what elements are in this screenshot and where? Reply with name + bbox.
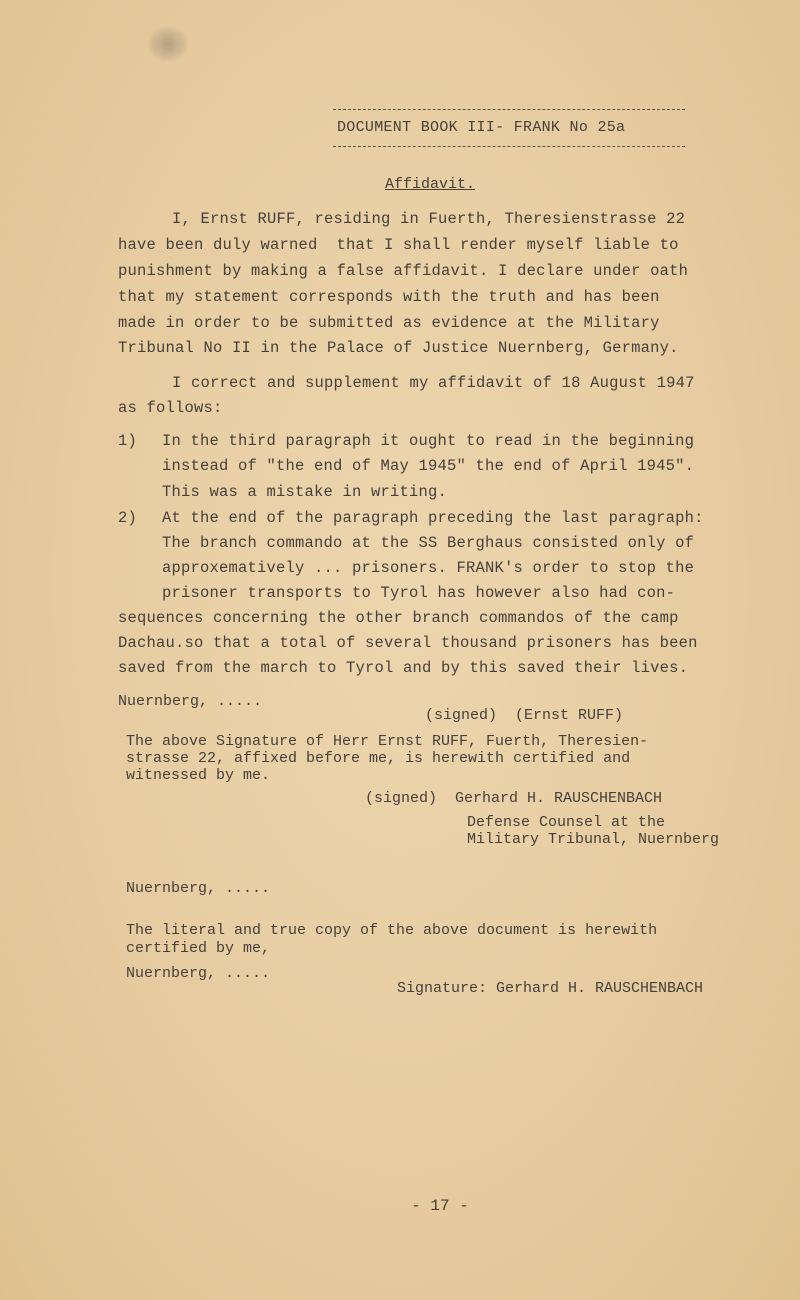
item-line: approxematively ... prisoners. FRANK's order to stop the bbox=[162, 559, 695, 577]
correction-line: I correct and supplement my affidavit of 18 August 1947 bbox=[172, 374, 695, 392]
certification-line: witnessed by me. bbox=[126, 767, 271, 784]
item-line: prisoner transports to Tyrol has however also had con- bbox=[162, 584, 676, 602]
ink-smudge bbox=[148, 26, 188, 62]
certification-line: strasse 22, affixed before me, is herewith certified and bbox=[126, 750, 631, 767]
intro-line: punishment by making a false affidavit. I declare under oath bbox=[118, 262, 689, 280]
copy-line: certified by me, bbox=[126, 940, 271, 957]
item-line: In the third paragraph it ought to read in the beginning bbox=[162, 432, 695, 450]
item-line: At the end of the paragraph preceding the last paragraph: bbox=[162, 509, 704, 527]
place-date: Nuernberg, ..... bbox=[126, 880, 271, 897]
header-rule-top bbox=[333, 109, 685, 110]
intro-line: made in order to be submitted as evidence at the Military bbox=[118, 314, 660, 332]
intro-line: I, Ernst RUFF, residing in Fuerth, Theresienstrasse 22 bbox=[172, 210, 686, 228]
item-line: The branch commando at the SS Berghaus consisted only of bbox=[162, 534, 695, 552]
item-number: 1) bbox=[118, 432, 138, 450]
item-continuation-line: Dachau.so that a total of several thousand prisoners has been bbox=[118, 634, 698, 652]
header-rule-bottom bbox=[333, 146, 685, 147]
counsel-line: Defense Counsel at the bbox=[467, 814, 666, 831]
signed-ruff: (signed) (Ernst RUFF) bbox=[425, 707, 624, 724]
page-number: - 17 - bbox=[411, 1197, 469, 1215]
document-header: DOCUMENT BOOK III- FRANK No 25a bbox=[337, 119, 626, 136]
counsel-line: Military Tribunal, Nuernberg bbox=[467, 831, 720, 848]
item-line: instead of "the end of May 1945" the end of April 1945". bbox=[162, 457, 695, 475]
intro-line: have been duly warned that I shall render myself liable to bbox=[118, 236, 679, 254]
intro-line: that my statement corresponds with the truth and has been bbox=[118, 288, 660, 306]
item-continuation-line: saved from the march to Tyrol and by this saved their lives. bbox=[118, 659, 689, 677]
copy-line: The literal and true copy of the above document is herewith bbox=[126, 922, 658, 939]
certification-line: The above Signature of Herr Ernst RUFF, Fuerth, Theresien- bbox=[126, 733, 649, 750]
final-signature: Signature: Gerhard H. RAUSCHENBACH bbox=[397, 980, 704, 997]
correction-line: as follows: bbox=[118, 399, 223, 417]
place-date: Nuernberg, ..... bbox=[118, 693, 263, 710]
item-number: 2) bbox=[118, 509, 138, 527]
item-line: This was a mistake in writing. bbox=[162, 483, 448, 501]
item-continuation-line: sequences concerning the other branch commandos of the camp bbox=[118, 609, 679, 627]
intro-line: Tribunal No II in the Palace of Justice Nuernberg, Germany. bbox=[118, 339, 679, 357]
signed-rauschenbach: (signed) Gerhard H. RAUSCHENBACH bbox=[365, 790, 663, 807]
place-date: Nuernberg, ..... bbox=[126, 965, 271, 982]
affidavit-title: Affidavit. bbox=[385, 176, 476, 193]
